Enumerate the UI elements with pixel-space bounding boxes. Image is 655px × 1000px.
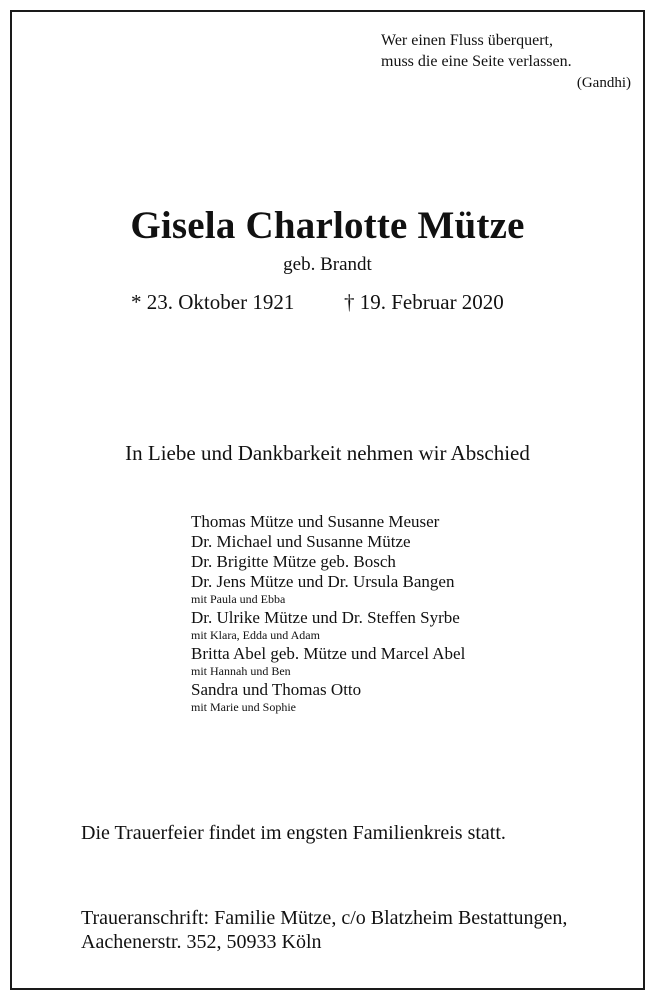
- farewell-line: In Liebe und Dankbarkeit nehmen wir Abschied: [125, 441, 530, 465]
- ceremony-notice: Die Trauerfeier findet im engsten Familienkreis statt.: [81, 822, 506, 844]
- mourner-children: mit Klara, Edda und Adam: [191, 628, 320, 642]
- death-date: † 19. Februar 2020: [344, 290, 504, 314]
- mourner-entry: [191, 532, 465, 552]
- mourner-children: mit Marie und Sophie: [191, 700, 296, 714]
- address-line-1: Traueranschrift: Familie Mütze, c/o Blatzheim Bestattungen,: [81, 907, 568, 929]
- mourner-entry: [191, 680, 465, 715]
- mourner-name: Dr. Jens Mütze und Dr. Ursula Bangen: [191, 572, 455, 591]
- mourner-entry: [191, 608, 465, 643]
- mourners-list: [191, 512, 465, 716]
- mourner-name: Britta Abel geb. Mütze und Marcel Abel: [191, 644, 466, 663]
- epigraph-quote: [381, 30, 572, 72]
- mourner-entry: [191, 552, 465, 572]
- mourner-entry: [191, 512, 465, 532]
- mourner-entry: [191, 644, 465, 679]
- condolence-address: [81, 906, 567, 954]
- deceased-name: Gisela Charlotte Mütze: [130, 204, 525, 247]
- quote-line-2: muss die eine Seite verlassen.: [381, 53, 572, 70]
- birth-date: * 23. Oktober 1921: [131, 290, 295, 314]
- mourner-name: Dr. Brigitte Mütze geb. Bosch: [191, 552, 396, 571]
- mourner-children: mit Hannah und Ben: [191, 664, 291, 678]
- mourner-name: Dr. Michael und Susanne Mütze: [191, 532, 411, 551]
- address-line-2: Aachenerstr. 352, 50933 Köln: [81, 931, 322, 953]
- quote-line-1: Wer einen Fluss überquert,: [381, 32, 553, 49]
- mourner-entry: [191, 572, 465, 607]
- quote-author: (Gandhi): [576, 75, 631, 91]
- mourner-name: Sandra und Thomas Otto: [191, 680, 362, 699]
- maiden-name: geb. Brandt: [283, 254, 372, 275]
- mourner-name: Dr. Ulrike Mütze und Dr. Steffen Syrbe: [191, 608, 460, 627]
- mourner-children: mit Paula und Ebba: [191, 592, 286, 606]
- mourner-name: Thomas Mütze und Susanne Meuser: [191, 512, 440, 531]
